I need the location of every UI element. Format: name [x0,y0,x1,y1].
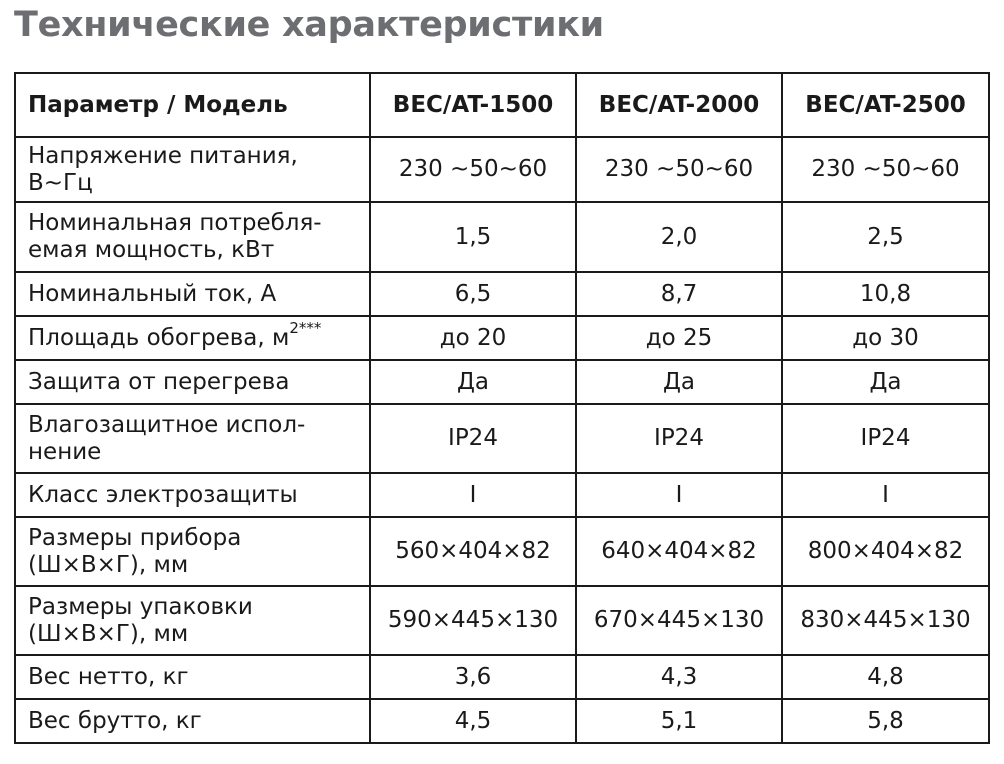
cell-value: 8,7 [576,272,782,316]
header-model-2500: BEC/AT-2500 [782,73,989,137]
table-row [15,360,989,404]
cell-value: 230 ~50~60 [576,137,782,202]
table-row [15,473,989,517]
row-label-current: Номинальный ток, А [15,272,370,316]
cell-value: I [370,473,576,517]
row-label-device-dimensions: Размеры прибора (Ш×В×Г), мм [15,517,370,586]
page-title: Технические характеристики [14,5,604,45]
row-label-power: Номинальная потребля-емая мощность, кВт [15,202,370,272]
table-row [15,517,989,586]
table-row [15,202,989,272]
cell-value: 590×445×130 [370,586,576,655]
cell-value: 2,0 [576,202,782,272]
cell-value: 1,5 [370,202,576,272]
table-row [15,586,989,655]
table-row [15,272,989,316]
cell-value: 670×445×130 [576,586,782,655]
heating-area-superscript: 2*** [289,318,322,337]
row-label-moisture-protection: Влагозащитное испол-нение [15,404,370,473]
cell-value: Да [370,360,576,404]
row-label-net-weight: Вес нетто, кг [15,655,370,699]
row-label-package-dimensions: Размеры упаковки (Ш×В×Г), мм [15,586,370,655]
table-header-row [15,73,989,137]
heating-area-label: Площадь обогрева, м [28,324,290,351]
cell-value: 2,5 [782,202,989,272]
cell-value: 4,5 [370,699,576,743]
table-row [15,655,989,699]
cell-value: до 25 [576,316,782,360]
table-row [15,316,989,360]
cell-value: Да [576,360,782,404]
cell-value: 5,8 [782,699,989,743]
cell-value: 4,8 [782,655,989,699]
cell-value: Да [782,360,989,404]
cell-value: I [576,473,782,517]
cell-value: 3,6 [370,655,576,699]
header-parameter: Параметр / Модель [15,73,370,137]
cell-value: 6,5 [370,272,576,316]
cell-value: 230 ~50~60 [370,137,576,202]
table-row [15,137,989,202]
cell-value: до 20 [370,316,576,360]
cell-value: IP24 [782,404,989,473]
cell-value: 10,8 [782,272,989,316]
row-label-voltage: Напряжение питания, В~Гц [15,137,370,202]
cell-value: 800×404×82 [782,517,989,586]
row-label-heating-area [15,316,370,360]
cell-value: IP24 [576,404,782,473]
row-label-protection-class: Класс электрозащиты [15,473,370,517]
row-label-gross-weight: Вес брутто, кг [15,699,370,743]
cell-value: I [782,473,989,517]
cell-value: 830×445×130 [782,586,989,655]
cell-value: 4,3 [576,655,782,699]
cell-value: 230 ~50~60 [782,137,989,202]
cell-value: 5,1 [576,699,782,743]
header-model-1500: BEC/AT-1500 [370,73,576,137]
table-row [15,404,989,473]
cell-value: до 30 [782,316,989,360]
row-label-overheat-protection: Защита от перегрева [15,360,370,404]
cell-value: 560×404×82 [370,517,576,586]
cell-value: IP24 [370,404,576,473]
cell-value: 640×404×82 [576,517,782,586]
header-model-2000: BEC/AT-2000 [576,73,782,137]
table-row [15,699,989,743]
specifications-table [14,72,990,744]
